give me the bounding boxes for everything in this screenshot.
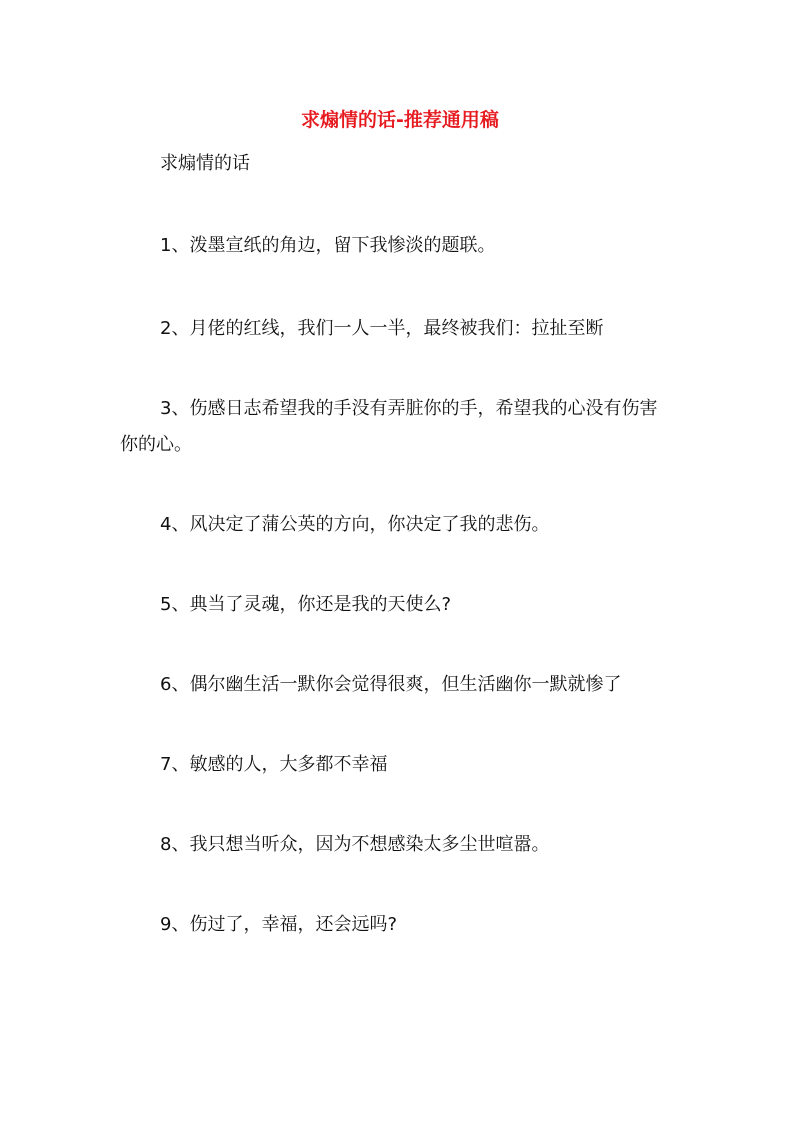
list-item [0,395,800,455]
item-text: 3、伤感日志希望我的手没有弄脏你的手，希望我的心没有伤害 [160,398,658,419]
item-text: 8、我只想当听众，因为不想感染太多尘世喧嚣。 [160,834,550,855]
item-text-continued: 你的心。 [120,434,192,455]
item-text: 7、敏感的人，大多都不幸福 [160,754,388,775]
document-subtitle: 求煽情的话 [160,153,250,174]
item-text: 4、风决定了蒲公英的方向，你决定了我的悲伤。 [160,514,550,535]
list-item [0,232,800,260]
list-item [0,911,800,939]
list-item [0,315,800,343]
list-item [0,591,800,619]
item-text: 6、偶尔幽生活一默你会觉得很爽，但生活幽你一默就惨了 [160,674,622,695]
list-item [0,671,800,699]
document-title: 求煽情的话-推荐通用稿 [301,109,499,131]
item-text: 5、典当了灵魂，你还是我的天使么? [160,594,452,615]
list-item [0,511,800,539]
item-text: 2、月佬的红线，我们一人一半，最终被我们：拉扯至断 [160,318,604,339]
item-text: 9、伤过了，幸福，还会远吗? [160,914,398,935]
item-text: 1、泼墨宣纸的角边，留下我惨淡的题联。 [160,235,496,256]
item-list [0,232,800,939]
list-item [0,751,800,779]
list-item [0,831,800,859]
